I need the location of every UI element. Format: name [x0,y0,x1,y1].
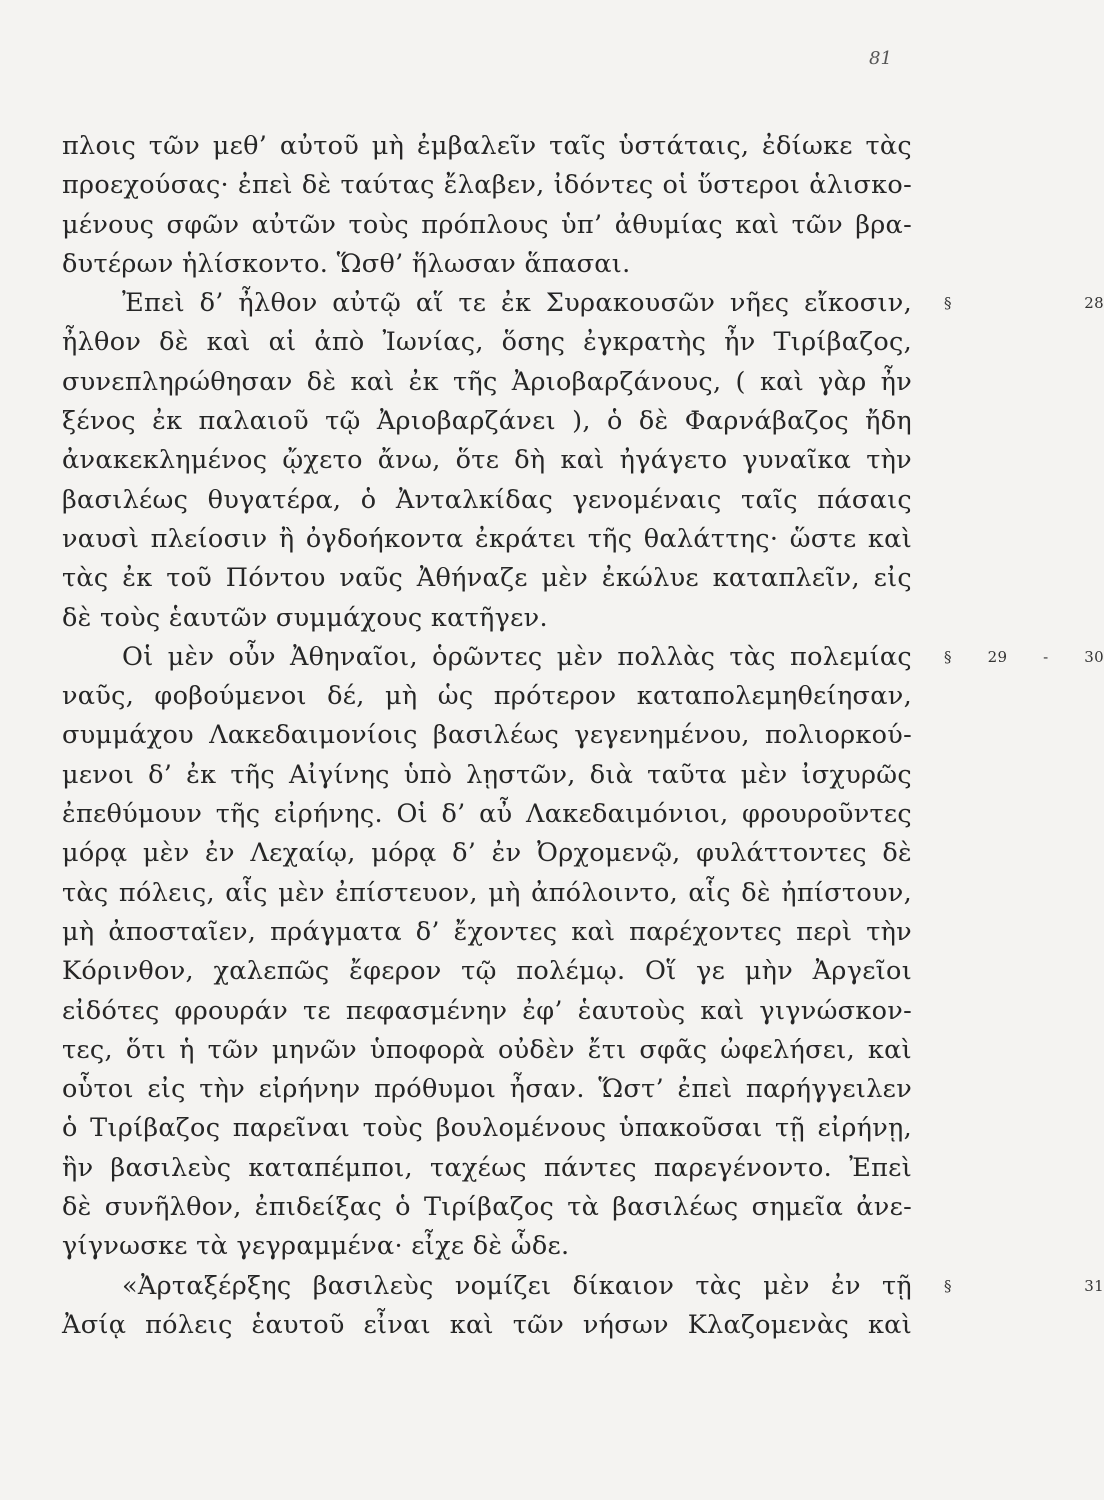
text-line [62,1227,912,1266]
text-line-content: μένους σφῶν αὐτῶν τοὺς πρόπλους ὑπ’ ἀθυμίας καὶ τῶν βρα- [62,209,912,240]
text-line [62,795,912,834]
text-line-content: βασιλέως θυγατέρα, ὁ Ἀνταλκίδας γενομέναις ταῖς πάσαις [62,484,912,515]
text-line [62,1149,912,1188]
text-line-content: τες, ὅτι ἡ τῶν μηνῶν ὑποφορὰ οὐδὲν ἔτι σφᾶς ὠφελήσει, καὶ [62,1034,912,1065]
section-marker: § 31 [944,1276,1104,1295]
text-line-content: ὁ Τιρίβαζος παρεῖναι τοὺς βουλομένους ὑπακοῦσαι τῇ εἰρήνῃ, [62,1113,912,1144]
text-line [62,402,912,441]
text-line [62,1306,912,1345]
text-line [62,441,912,480]
text-line [62,559,912,598]
text-line-content: Ἐπεὶ δ’ ἦλθον αὐτῷ αἵ τε ἐκ Συρακουσῶν νῆες εἴκοσιν, [122,288,912,319]
text-line [62,756,912,795]
text-line-content: δὲ συνῆλθον, ἐπιδείξας ὁ Τιρίβαζος τὰ βασιλέως σημεῖα ἀνε- [62,1192,912,1223]
text-line [62,992,912,1031]
body-text [62,127,1104,1345]
text-line [62,874,912,913]
section-marker: § 28 [944,294,1104,313]
text-line-content: ξένος ἐκ παλαιοῦ τῷ Ἀριοβαρζάνει ), ὁ δὲ Φαρνάβαζος ἤδη [62,406,912,437]
text-line-content: προεχούσας· ἐπεὶ δὲ ταύτας ἔλαβεν, ἰδόντες οἱ ὕστεροι ἁλισκο- [62,170,912,201]
page-number: 81 [869,48,892,69]
text-line [62,323,912,362]
text-line-content: ἐπεθύμουν τῆς εἰρήνης. Οἱ δ’ αὖ Λακεδαιμόνιοι, φρουροῦντες [62,799,912,830]
text-line-content: ἦλθον δὲ καὶ αἱ ἀπὸ Ἰωνίας, ὅσης ἐγκρατὴς ἦν Τιρίβαζος, [62,327,912,358]
text-line [62,1188,912,1227]
text-line [62,599,912,638]
text-line [62,481,912,520]
text-line [62,834,912,873]
text-line-content: ναῦς, φοβούμενοι δέ, μὴ ὡς πρότερον καταπολεμηθείησαν, [62,681,912,712]
text-line-content: Ἀσίᾳ πόλεις ἑαυτοῦ εἶναι καὶ τῶν νήσων Κλαζομενὰς καὶ [62,1309,912,1340]
text-line-content: τὰς πόλεις, αἷς μὲν ἐπίστευον, μὴ ἀπόλοιντο, αἷς δὲ ἠπίστουν, [62,877,912,908]
text-line-content: τὰς ἐκ τοῦ Πόντου ναῦς Ἀθήναζε μὲν ἐκώλυε καταπλεῖν, εἰς [62,563,912,594]
text-line-content: δυτέρων ἡλίσκοντο. Ὥσθ’ ἥλωσαν ἅπασαι. [62,248,631,279]
text-line-content: συνεπληρώθησαν δὲ καὶ ἐκ τῆς Ἀριοβαρζάνους, ( καὶ γὰρ ἦν [62,366,912,397]
text-line [62,677,912,716]
text-line [62,166,912,205]
text-line-content: ἣν βασιλεὺς καταπέμποι, ταχέως πάντες παρεγένοντο. Ἐπεὶ [62,1152,912,1183]
text-line [62,520,912,559]
text-line [62,127,912,166]
text-line-content: γίγνωσκε τὰ γεγραμμένα· εἶχε δὲ ὧδε. [62,1231,570,1262]
text-line [62,952,912,991]
text-line [62,1070,912,1109]
text-line [62,284,1104,323]
text-line-content: ναυσὶ πλείοσιν ἢ ὀγδοήκοντα ἐκράτει τῆς θαλάττης· ὥστε καὶ [62,523,912,554]
section-marker: § 29 - 30 [944,647,1104,666]
text-line [62,913,912,952]
text-line [62,206,912,245]
text-line-content: ἀνακεκλημένος ᾤχετο ἄνω, ὅτε δὴ καὶ ἠγάγετο γυναῖκα τὴν [62,445,912,476]
text-line-content: «Ἀρταξέρξης βασιλεὺς νομίζει δίκαιον τὰς μὲν ἐν τῇ [122,1270,912,1301]
text-line-content: μὴ ἀποσταῖεν, πράγματα δ’ ἔχοντες καὶ παρέχοντες περὶ τὴν [62,916,912,947]
text-line [62,638,1104,677]
text-line [62,1267,1104,1306]
text-line-content: οὗτοι εἰς τὴν εἰρήνην πρόθυμοι ἦσαν. Ὥστ’ ἐπεὶ παρήγγειλεν [62,1074,912,1105]
text-line-content: εἰδότες φρουράν τε πεφασμένην ἐφ’ ἑαυτοὺς καὶ γιγνώσκον- [62,995,912,1026]
text-line-content: πλοις τῶν μεθ’ αὐτοῦ μὴ ἐμβαλεῖν ταῖς ὑστάταις, ἐδίωκε τὰς [62,131,912,161]
text-line-content: δὲ τοὺς ἑαυτῶν συμμάχους κατῆγεν. [62,602,548,633]
text-line-content: συμμάχου Λακεδαιμονίοις βασιλέως γεγενημένου, πολιορκού- [62,720,912,751]
text-line [62,245,912,284]
text-line-content: μόρᾳ μὲν ἐν Λεχαίῳ, μόρᾳ δ’ ἐν Ὀρχομενῷ, φυλάττοντες δὲ [62,838,912,869]
text-line [62,1109,912,1148]
text-line [62,716,912,755]
text-line [62,363,912,402]
text-line [62,1031,912,1070]
text-line-content: μενοι δ’ ἐκ τῆς Αἰγίνης ὑπὸ λῃστῶν, διὰ ταῦτα μὲν ἰσχυρῶς [62,759,912,790]
text-line-content: Κόρινθον, χαλεπῶς ἔφερον τῷ πολέμῳ. Οἵ γε μὴν Ἀργεῖοι [62,956,912,987]
text-line-content: Οἱ μὲν οὖν Ἀθηναῖοι, ὁρῶντες μὲν πολλὰς τὰς πολεμίας [122,641,912,672]
